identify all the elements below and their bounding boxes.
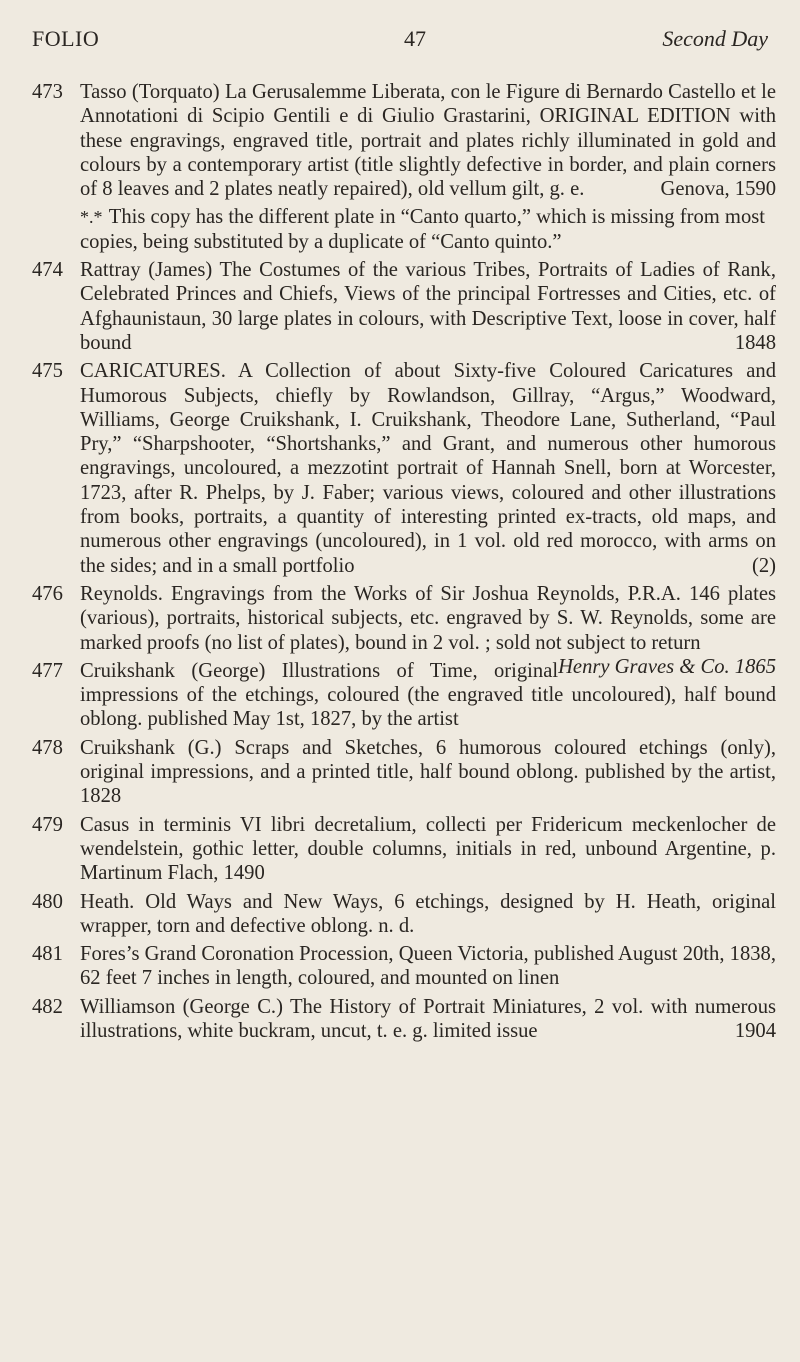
note-text: This copy has the different plate in “Canto quarto,” which is missing from most copies, being substituted by a duplicate of “Canto quinto.” <box>80 206 765 253</box>
catalogue-entries <box>32 80 776 1047</box>
section-title: Second Day <box>662 26 768 51</box>
lot-date: Henry Graves & Co. 1865 <box>558 655 776 678</box>
lot-number: 473 <box>32 81 63 103</box>
lot-text: Williamson (George C.) The History of Portrait Miniatures, 2 vol. with numerous illustrations, white buckram, uncut, t. e. g. limited issue <box>80 995 776 1042</box>
lot-description <box>80 813 776 886</box>
lot-number: 474 <box>32 259 63 282</box>
lot-text: Cruikshank (G.) Scraps and Sketches, 6 humorous coloured etchings (only), original impressions, and a printed title, half bound oblong. published by the artist, 1828 <box>80 736 776 808</box>
lot-text: Fores’s Grand Coronation Procession, Queen Victoria, published August 20th, 1838, 62 feet 7 inches in length, coloured, and mounted on linen <box>80 943 776 990</box>
lot-text: CARICATURES. A Collection of about Sixty-five Coloured Caricatures and Humorous Subjects, chiefly by Rowlandson, Gillray, “Argus,” Woodward, Williams, George Cruikshank, I. Cruikshank, Theodore Lane, Sutherland, “Paul Pry,” “Sharpshooter, “Shortshanks,” and Grant, and numerous other humorous engravings, uncoloured, a mezzotint portrait of Hannah Snell, born at Worcester, 1723, after R. Phelps, by J. Faber; various views, coloured and other illustrations from books, portraits, a quantity of interesting printed ex-tracts, old maps, and numerous other engravings (uncoloured), in 1 vol. old red morocco, with arms on the sides; and in a small portfolio <box>80 360 776 577</box>
lot-474 <box>32 258 776 355</box>
lot-477 <box>32 659 776 732</box>
lot-description <box>80 80 776 201</box>
lot-473-note <box>32 205 776 254</box>
lot-description <box>80 890 776 939</box>
asterism-icon: *.* <box>80 207 103 228</box>
lot-description <box>80 359 776 578</box>
lot-text: Heath. Old Ways and New Ways, 6 etchings, designed by H. Heath, original wrapper, torn and defective oblong. n. d. <box>80 890 776 937</box>
lot-number: 478 <box>32 736 63 759</box>
page-header <box>32 26 768 56</box>
lot-480 <box>32 890 776 939</box>
lot-text: Tasso (Torquato) La Gerusalemme Liberata, con le Figure di Bernardo Castello et le Annotationi di Scipio Gentili e di Giulio Grastarini, ORIGINAL EDITION with these engravings, engraved title, portrait and plates richly illuminated in gold and colours by a contemporary artist (title slightly defective in border, and plain corners of 8 leaves and 2 plates neatly repaired), old vellum gilt, g. e. <box>80 81 776 201</box>
lot-482 <box>32 995 776 1044</box>
lot-date: 1904 <box>734 1019 776 1042</box>
lot-479 <box>32 813 776 886</box>
lot-number: 480 <box>32 890 63 913</box>
lot-number: 481 <box>32 943 63 966</box>
lot-description <box>80 942 776 991</box>
lot-478 <box>32 736 776 809</box>
lot-description <box>80 258 776 355</box>
lot-475 <box>32 359 776 578</box>
lot-number: 482 <box>32 995 63 1018</box>
lot-text: Rattray (James) The Costumes of the various Tribes, Portraits of Ladies of Rank, Celebrated Princes and Chiefs, Views of the principal Fortresses and Cities, etc. of Afghaunistaun, 30 large plates in colours, with Descriptive Text, loose in cover, half bound <box>80 259 776 354</box>
lot-description <box>80 582 776 678</box>
lot-text: Reynolds. Engravings from the Works of Sir Joshua Reynolds, P.R.A. 146 plates (various), portraits, historical subjects, etc. engraved by S. W. Reynolds, some are marked proofs (no list of plates), bound in 2 vol. ; sold not subject to return <box>80 582 776 654</box>
lot-date: Genova, 1590 <box>660 178 776 201</box>
lot-text: Casus in terminis VI libri decretalium, collecti per Fridericum meckenlocher de wendelstein, gothic letter, double columns, initials in red, unbound Argentine, p. Martinum Flach, 1490 <box>80 813 776 885</box>
page-number: 47 <box>404 26 426 51</box>
lot-date: (2) <box>751 554 776 577</box>
lot-description <box>80 659 776 732</box>
lot-date: 1848 <box>734 331 776 354</box>
lot-description <box>80 736 776 809</box>
lot-481 <box>32 942 776 991</box>
folio-label: FOLIO <box>32 26 100 51</box>
lot-473 <box>32 80 776 201</box>
lot-number: 475 <box>32 360 63 383</box>
lot-number: 477 <box>32 659 63 682</box>
lot-number: 476 <box>32 582 63 605</box>
lot-number: 479 <box>32 813 63 836</box>
lot-text: Cruikshank (George) Illustrations of Time, original impressions of the etchings, coloured (the engraved title uncoloured), half bound oblong. published May 1st, 1827, by the artist <box>80 659 776 731</box>
lot-description <box>80 995 776 1044</box>
